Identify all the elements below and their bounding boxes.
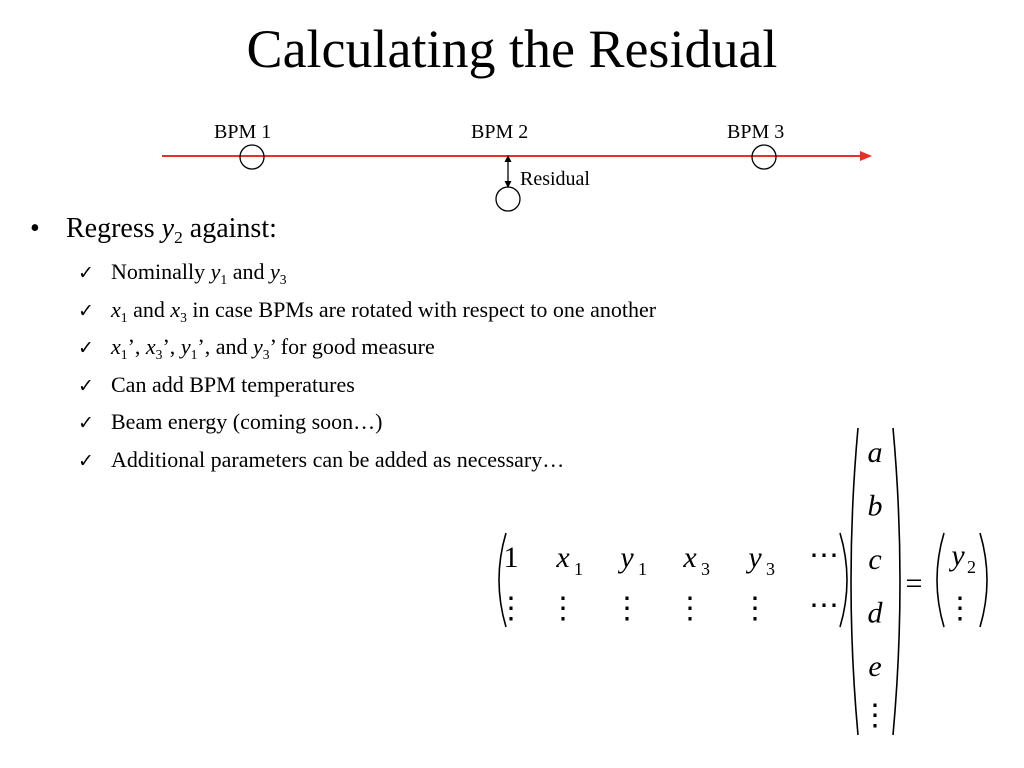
sub-bullet-variable: x [170, 296, 181, 322]
residual-label: Residual [520, 168, 590, 190]
main-bullet-sub: 2 [174, 228, 183, 248]
sub-bullet-subscript: 3 [279, 271, 287, 287]
sub-bullet-text: ’, and [197, 334, 253, 359]
vdots-icon: ⋮ [945, 592, 975, 625]
vdots-icon: ⋮ [496, 592, 526, 625]
bpm-2-label: BPM 2 [471, 121, 529, 143]
sub-bullet-subscript: 1 [190, 346, 198, 362]
sub-bullet-variable: x [145, 334, 156, 359]
main-bullet-suffix: against: [182, 213, 277, 244]
sub-bullet-variable: y [252, 334, 263, 359]
vdots-icon: ⋮ [860, 699, 890, 732]
coefficient: d [867, 596, 883, 630]
bullet-dot-icon: • [30, 213, 40, 244]
coefficient: e [868, 650, 882, 683]
checkmark-icon: ✓ [78, 262, 94, 284]
sub-bullet-text: ’ for good measure [269, 334, 435, 359]
sub-bullet-subscript: 1 [220, 271, 228, 287]
sub-bullet-text: and [227, 259, 270, 284]
coefficient-vector-left-paren [851, 428, 858, 735]
slide-title: Calculating the Residual [246, 19, 778, 79]
row-matrix-right-paren [840, 533, 847, 627]
matrix-entry-subscript: 1 [574, 559, 583, 579]
vdots-icon: ⋮ [548, 592, 578, 625]
sub-bullet-subscript: 1 [120, 309, 128, 325]
sub-bullet-variable: y [180, 334, 191, 359]
rhs-vector-left-paren [937, 533, 944, 627]
checkmark-icon: ✓ [78, 299, 94, 322]
sub-bullet-subscript: 3 [155, 346, 163, 362]
sub-bullet-variable: x [111, 296, 121, 322]
sub-bullet-variable: y [210, 259, 221, 284]
matrix-entry: y [748, 541, 762, 574]
sub-bullet-subscript: 3 [262, 346, 270, 362]
equation-layer [496, 428, 987, 735]
sub-bullet-text: Beam energy (coming soon…) [111, 409, 383, 434]
bpm-1-label: BPM 1 [214, 121, 272, 143]
coefficient-vector-right-paren [893, 428, 900, 735]
main-bullet-prefix: Regress [66, 213, 162, 244]
sub-bullet-subscript: 1 [120, 346, 128, 362]
checkmark-icon: ✓ [78, 412, 94, 434]
sub-bullet-text: Can add BPM temperatures [111, 371, 355, 397]
rhs-vector-right-paren [980, 533, 987, 627]
rhs-entry-subscript: 2 [967, 557, 976, 577]
vdots-icon: ⋮ [740, 592, 770, 625]
checkmark-icon: ✓ [78, 337, 94, 359]
matrix-entry: x [556, 541, 570, 574]
sub-bullet-text: and [127, 296, 171, 322]
coefficient: c [868, 543, 882, 576]
matrix-entry: x [683, 541, 697, 574]
matrix-entry-subscript: 3 [766, 559, 775, 579]
equals-sign: = [905, 567, 923, 600]
matrix-entry-subscript: 3 [701, 559, 710, 579]
ellipsis-icon: ⋯ [809, 539, 839, 572]
coefficient: a [867, 436, 883, 469]
sub-bullet-text: in case BPMs are rotated with respect to one another [186, 296, 657, 322]
matrix-entry: y [620, 541, 634, 574]
coefficient: b [867, 489, 883, 523]
checkmark-icon: ✓ [78, 449, 94, 472]
ellipsis-icon: ⋯ [809, 589, 839, 622]
bpm-3-label: BPM 3 [727, 121, 785, 143]
matrix-entry: 1 [503, 541, 519, 574]
sub-bullet-variable: y [269, 259, 280, 284]
checkmark-icon: ✓ [78, 374, 94, 397]
matrix-entry-subscript: 1 [638, 559, 647, 579]
sub-bullet-text: Nominally [111, 259, 211, 284]
vdots-icon: ⋮ [675, 592, 705, 625]
sub-bullet-text: ’, [127, 334, 146, 359]
sub-bullet-subscript: 3 [180, 309, 187, 325]
main-bullet-var: y [161, 213, 175, 244]
sub-bullet-variable: x [111, 334, 121, 359]
sub-bullet-text: Additional parameters can be added as necessary… [111, 446, 565, 472]
rhs-entry: y [951, 539, 965, 572]
sub-bullet-text: ’, [162, 334, 181, 359]
vdots-icon: ⋮ [612, 592, 642, 625]
